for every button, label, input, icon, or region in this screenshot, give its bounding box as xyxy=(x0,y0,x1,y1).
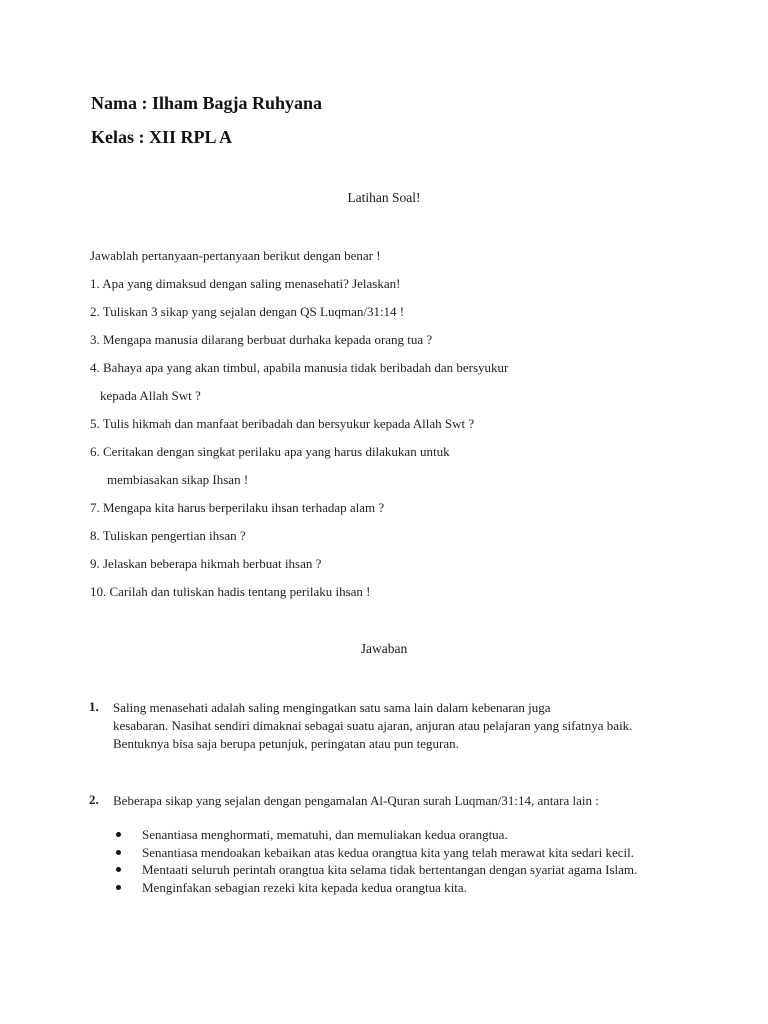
question-3: 3. Mengapa manusia dilarang berbuat durhaka kepada orang tua ? xyxy=(90,332,433,347)
exercise-title: Latihan Soal! xyxy=(347,190,421,205)
question-8: 8. Tuliskan pengertian ihsan ? xyxy=(90,528,246,543)
question-5: 5. Tulis hikmah dan manfaat beribadah dan bersyukur kepada Allah Swt ? xyxy=(90,416,475,431)
list-item xyxy=(115,861,637,879)
question-6: 6. Ceritakan dengan singkat perilaku apa yang harus dilakukan untuk xyxy=(90,444,450,459)
question-1: 1. Apa yang dimaksud dengan saling menasehati? Jelaskan! xyxy=(90,276,401,291)
question-4: 4. Bahaya apa yang akan timbul, apabila manusia tidak beribadah dan bersyukur xyxy=(90,360,509,375)
bullet-icon xyxy=(116,850,121,855)
instruction-text: Jawablah pertanyaan-pertanyaan berikut dengan benar ! xyxy=(90,248,381,263)
bullet-icon xyxy=(116,832,121,837)
question-4-continuation: kepada Allah Swt ? xyxy=(100,388,201,403)
student-class: Kelas : XII RPL A xyxy=(91,127,233,147)
list-item-text: Menginfakan sebagian rezeki kita kepada kedua orangtua kita. xyxy=(142,879,467,895)
list-item xyxy=(115,826,637,844)
list-item xyxy=(115,879,637,897)
answer-2-intro: Beberapa sikap yang sejalan dengan pengamalan Al-Quran surah Luqman/31:14, antara lain : xyxy=(113,793,599,808)
answer-1-number: 1. xyxy=(89,699,99,714)
answer-1-line-3: Bentuknya bisa saja berupa petunjuk, peringatan atau pun teguran. xyxy=(113,736,459,751)
question-6-continuation: membiasakan sikap Ihsan ! xyxy=(107,472,249,487)
question-7: 7. Mengapa kita harus berperilaku ihsan terhadap alam ? xyxy=(90,500,385,515)
answer-2-number: 2. xyxy=(89,792,99,807)
student-name: Nama : Ilham Bagja Ruhyana xyxy=(91,93,323,113)
answer-2-bullet-list xyxy=(115,826,637,896)
bullet-icon xyxy=(116,885,121,890)
list-item-text: Mentaati seluruh perintah orangtua kita selama tidak bertentangan dengan syariat agama Islam. xyxy=(142,862,638,877)
answers-title: Jawaban xyxy=(360,641,408,656)
list-item-text: Senantiasa mendoakan kebaikan atas kedua orangtua kita yang telah merawat kita sedari kecil. xyxy=(142,844,634,860)
bullet-icon xyxy=(116,867,121,872)
question-9: 9. Jelaskan beberapa hikmah berbuat ihsan ? xyxy=(90,556,322,571)
list-item xyxy=(115,844,637,862)
answer-1-line-2: kesabaran. Nasihat sendiri dimaknai sebagai suatu ajaran, anjuran atau pelajaran yang sifatnya baik. xyxy=(113,718,633,733)
question-10: 10. Carilah dan tuliskan hadis tentang perilaku ihsan ! xyxy=(90,584,371,599)
answer-1-line-1: Saling menasehati adalah saling mengingatkan satu sama lain dalam kebenaran juga xyxy=(113,700,551,715)
list-item-text: Senantiasa menghormati, mematuhi, dan memuliakan kedua orangtua. xyxy=(142,827,508,842)
question-2: 2. Tuliskan 3 sikap yang sejalan dengan QS Luqman/31:14 ! xyxy=(90,304,405,319)
